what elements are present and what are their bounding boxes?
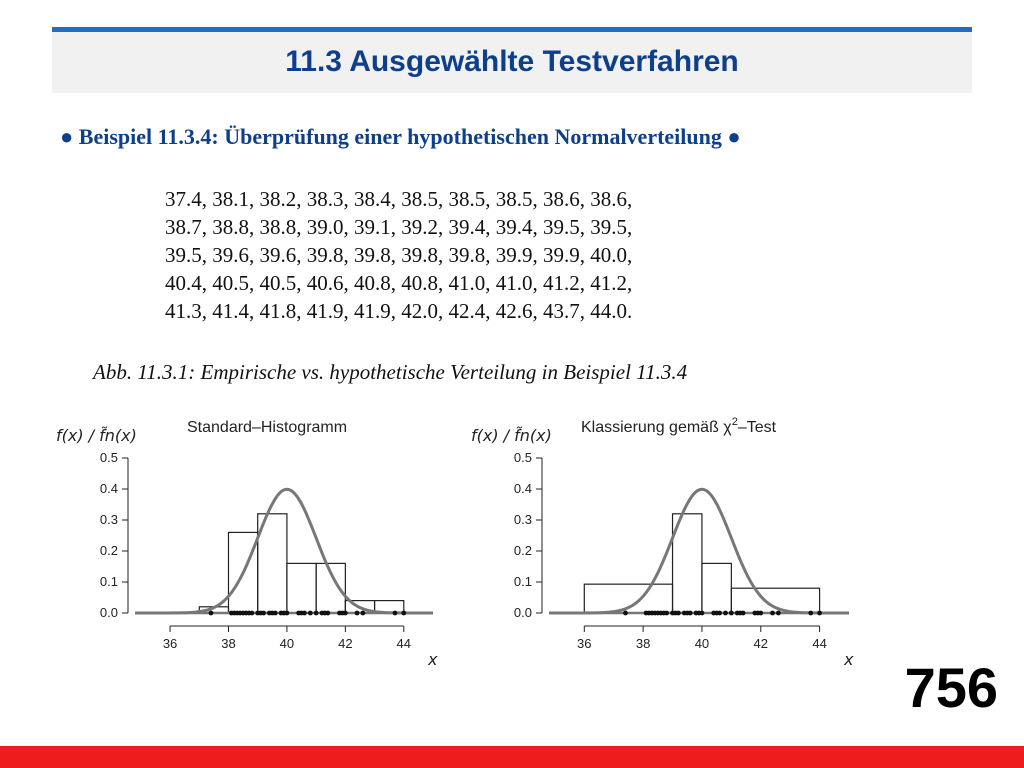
data-point: [676, 611, 681, 616]
data-point: [723, 611, 728, 616]
histogram-bar: [731, 588, 819, 613]
data-row: 39.5, 39.6, 39.6, 39.8, 39.8, 39.8, 39.8, 39.9, 39.9, 40.0,: [165, 243, 633, 267]
data-point: [273, 611, 278, 616]
x-tick-label: 38: [221, 636, 236, 651]
data-point: [717, 611, 722, 616]
x-tick-label: 42: [338, 636, 353, 651]
data-point: [285, 611, 290, 616]
y-axis-label: f(x) / f̃n(x): [471, 426, 552, 445]
y-tick-label: 0.1: [99, 574, 118, 589]
data-point: [355, 611, 360, 616]
x-tick-label: 44: [812, 636, 827, 651]
data-point: [729, 611, 734, 616]
histogram-bar: [287, 563, 316, 613]
x-tick-label: 36: [162, 636, 178, 651]
y-tick-label: 0.1: [513, 574, 532, 589]
data-point: [393, 611, 398, 616]
data-point: [249, 611, 254, 616]
y-tick-label: 0.0: [99, 605, 118, 620]
x-axis-label: x: [844, 650, 854, 669]
y-tick-label: 0.4: [99, 481, 118, 496]
chart-panel-1: [56, 419, 438, 669]
data-point: [758, 611, 763, 616]
y-tick-label: 0.0: [513, 605, 532, 620]
data-point: [776, 611, 781, 616]
y-tick-label: 0.2: [513, 543, 532, 558]
page-title: 11.3 Ausgewählte Testverfahren: [285, 45, 739, 78]
example-heading: ● Beispiel 11.3.4: Überprüfung einer hypothetischen Normalverteilung ●: [60, 124, 741, 149]
x-tick-label: 36: [577, 636, 592, 651]
data-row: 41.3, 41.4, 41.8, 41.9, 41.9, 42.0, 42.4, 42.6, 43.7, 44.0.: [165, 299, 633, 323]
data-point: [401, 611, 406, 616]
data-point: [664, 611, 669, 616]
data-row: 40.4, 40.5, 40.5, 40.6, 40.8, 40.8, 41.0, 41.0, 41.2, 41.2,: [165, 271, 633, 295]
normal-curve: [135, 489, 433, 613]
y-tick-label: 0.4: [513, 481, 532, 496]
data-point: [623, 611, 628, 616]
data-point: [741, 611, 746, 616]
data-point: [700, 611, 705, 616]
y-tick-label: 0.5: [513, 450, 532, 465]
x-tick-label: 40: [694, 636, 710, 651]
chart-panel-2: [471, 416, 854, 669]
data-point: [261, 611, 266, 616]
data-point: [360, 611, 365, 616]
data-point: [343, 611, 348, 616]
bottom-bar: [0, 746, 1024, 768]
chart-title: Klassierung gemäß $\chi^2$–Test: [581, 416, 777, 436]
y-tick-label: 0.3: [99, 512, 118, 527]
x-tick-label: 42: [753, 636, 768, 651]
data-point: [302, 611, 307, 616]
x-tick-label: 38: [635, 636, 651, 651]
histogram-bar: [702, 563, 731, 613]
page-number: 756: [904, 656, 998, 719]
y-tick-label: 0.3: [513, 512, 532, 527]
y-tick-label: 0.5: [99, 450, 118, 465]
x-tick-label: 44: [396, 636, 412, 651]
data-point: [770, 611, 775, 616]
data-point: [325, 611, 330, 616]
data-point: [308, 611, 313, 616]
data-point: [314, 611, 319, 616]
data-row: 37.4, 38.1, 38.2, 38.3, 38.4, 38.5, 38.5, 38.5, 38.6, 38.6,: [165, 187, 633, 211]
data-point: [808, 611, 813, 616]
y-axis-label: f(x) / f̃n(x): [56, 426, 137, 445]
data-point: [209, 611, 214, 616]
data-row: 38.7, 38.8, 38.8, 39.0, 39.1, 39.2, 39.4, 39.4, 39.5, 39.5,: [165, 215, 633, 239]
data-point: [688, 611, 693, 616]
figure-caption: Abb. 11.3.1: Empirische vs. hypothetische Verteilung in Beispiel 11.3.4: [93, 360, 688, 384]
chart-title: Standard–Histogramm: [187, 419, 348, 436]
y-tick-label: 0.2: [99, 543, 118, 558]
normal-curve: [549, 489, 849, 613]
x-tick-label: 40: [279, 636, 295, 651]
x-axis-label: x: [428, 650, 438, 669]
data-point: [817, 611, 822, 616]
